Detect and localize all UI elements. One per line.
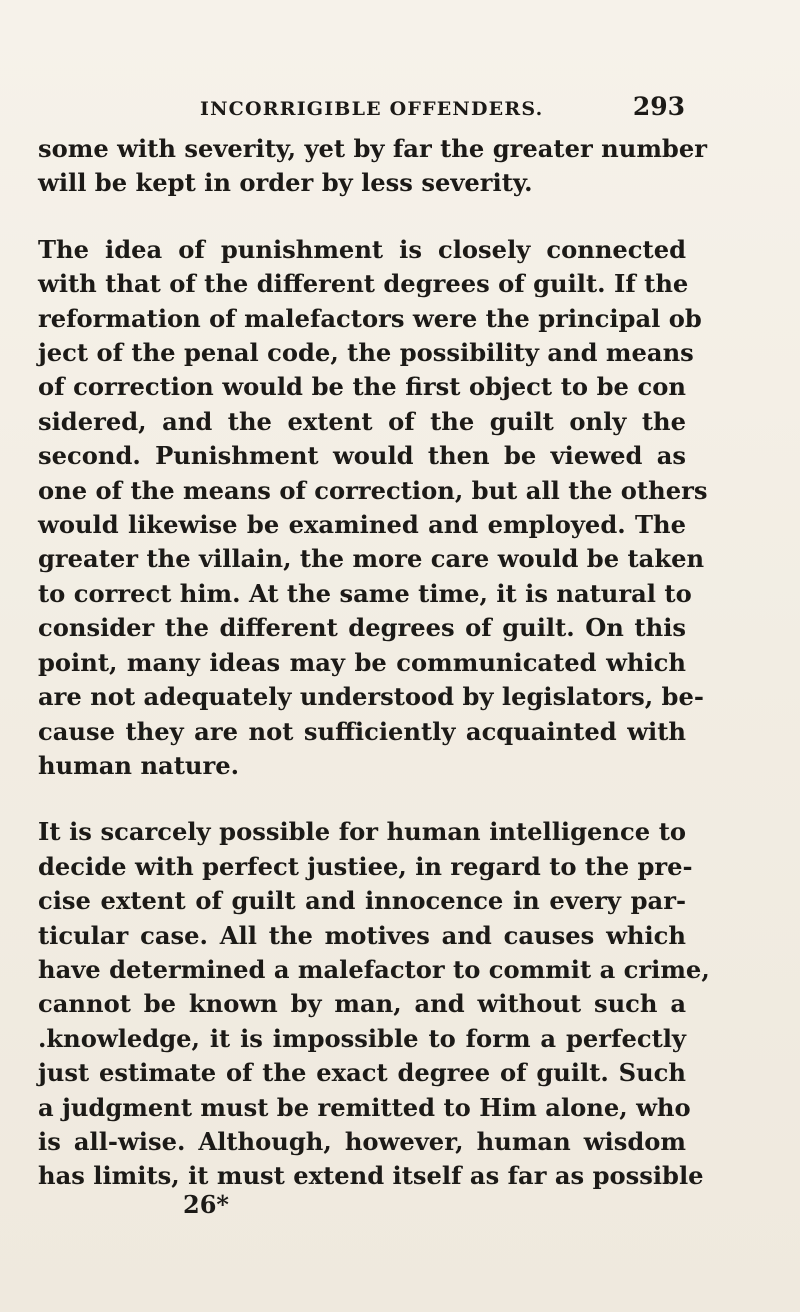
text-line: ticular case. All the motives and causes which [38,920,686,950]
text-line: greater the villain, the more care would be taken [38,544,705,574]
text-line: one of the means of correction, but all the others [38,475,708,505]
text-line: ject of the penal code, the possibility and means [38,338,694,368]
text-line: consider the different degrees of guilt. On this [38,613,686,643]
text-line: .knowledge, it is impossible to form a perfectly [38,1023,686,1053]
paragraph-1 [38,132,707,201]
signature-mark: 26* [183,1190,229,1219]
text-line: The idea of punishment is closely connected [38,234,686,264]
text-line: cise extent of guilt and innocence in every par- [38,886,686,916]
text-line: with that of the different degrees of guilt. If the [38,269,689,299]
text-line: cannot be known by man, and without such a [38,989,686,1019]
text-line: human nature. [38,750,240,780]
text-line: of correction would be the first object to be con [38,372,686,402]
text-line: a judgment must be remitted to Him alone, who [38,1092,691,1122]
page-header [200,92,685,132]
text-line: decide with perfect justiee, in regard to the pre- [38,851,693,881]
text-line: have determined a malefactor to commit a crime, [38,954,710,984]
text-line: will be kept in order by less severity. [38,168,533,198]
page-body [38,132,710,1194]
text-line: are not adequately understood by legislators, be- [38,682,704,712]
page-number: 293 [632,92,685,121]
paragraph-3 [38,815,710,1193]
paragraph-2 [38,233,708,784]
text-line: just estimate of the exact degree of guilt. Such [38,1058,686,1088]
text-line: to correct him. At the same time, it is natural to [38,578,692,608]
text-line: is all-wise. Although, however, human wisdom [38,1126,686,1156]
text-line: reformation of malefactors were the principal ob [38,303,702,333]
text-line: would likewise be examined and employed. The [38,510,686,540]
text-line: has limits, it must extend itself as far as possible [38,1161,704,1191]
text-line: some with severity, yet by far the greater number [38,134,707,163]
text-line: point, many ideas may be communicated which [38,647,686,677]
text-line: sidered, and the extent of the guilt only the [38,406,686,436]
text-line: It is scarcely possible for human intelligence to [38,817,686,847]
running-head: INCORRIGIBLE OFFENDERS. [200,98,544,120]
text-line: cause they are not sufficiently acquainted with [38,716,686,746]
text-line: second. Punishment would then be viewed as [38,441,686,471]
